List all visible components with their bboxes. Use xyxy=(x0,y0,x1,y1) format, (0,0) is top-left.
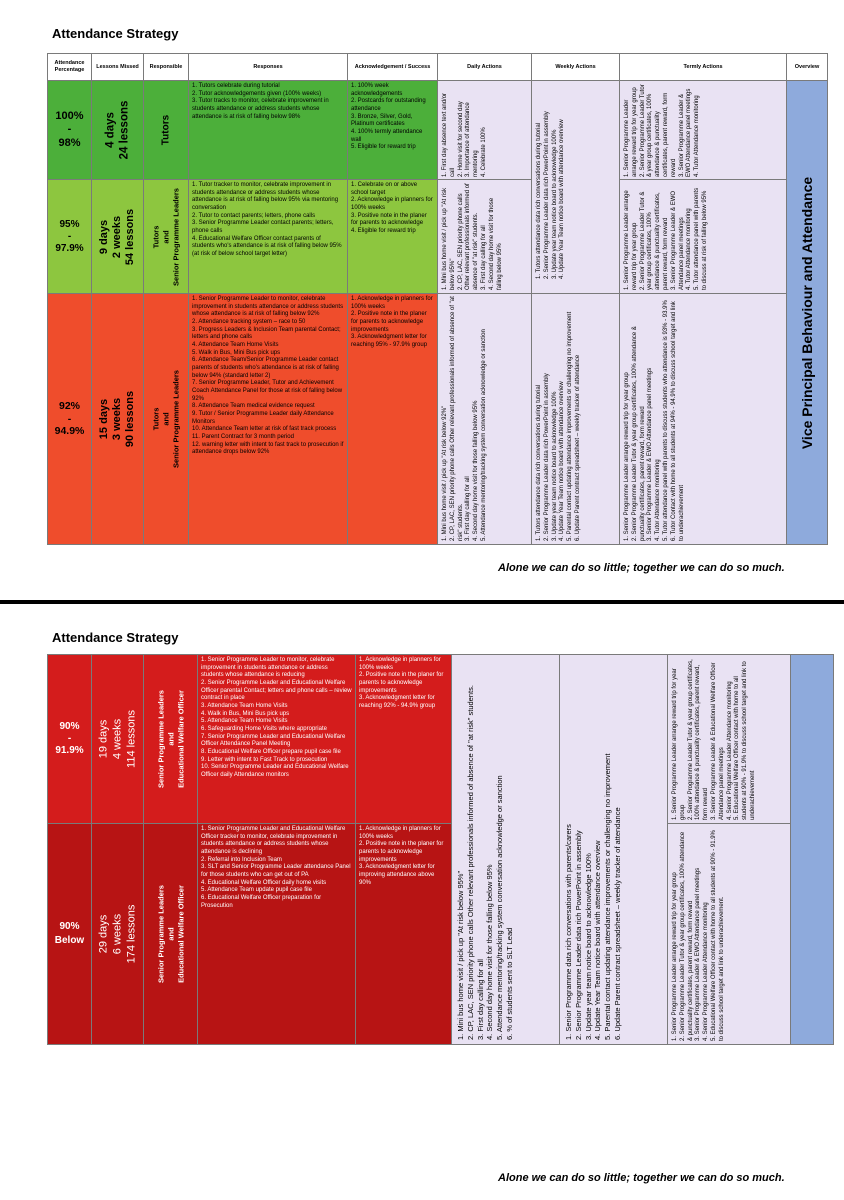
header-weekly: Weekly Actions xyxy=(532,54,620,81)
header-overview: Overview xyxy=(787,54,828,81)
header-responses: Responses xyxy=(189,54,348,81)
overview-cell xyxy=(787,81,828,545)
lessons-missed-text: 29 days 6 weeks 174 lessons xyxy=(96,904,137,964)
page-2 xyxy=(0,604,844,1200)
termly-actions-cell xyxy=(668,824,791,1045)
header-attendance: Attendance Percentage xyxy=(48,54,92,81)
ack-cell: 1. Acknowledge in planners for 100% weeks 2. Positive note in the planer for parents to acknowledge improvements 3. Acknowledgment letter for improving attendance above 90% xyxy=(356,824,452,1045)
responsible-text: Tutors and Senior Programme Leaders xyxy=(151,187,180,286)
header-termly: Termly Actions xyxy=(620,54,787,81)
termly-actions-cell xyxy=(620,81,787,180)
lessons-missed xyxy=(92,824,144,1045)
attendance-band: 92% - 94.9% xyxy=(48,294,92,545)
attendance-band: 95% - 97.9% xyxy=(48,180,92,294)
termly-actions-cell xyxy=(668,655,791,824)
responses-cell: 1. Senior Programme Leader to monitor, celebrate improvement in students attendance or address students whose attendance is reducing 2. Senior Programme Leader and Educational Welfare Officer parental Contact; letters and phone calls – review contract in place 3. Attendance Team Home Visits 4. Walk in Bus, Mini Bus pick ups 5. Attendance Team Home Visits 6. Safeguarding Home Visits where appropriate 7. Senior Programme Leader and Educational Welfare Officer Attendance Panel Meeting 8. Educational Welfare Officer prepare pupil case file 9. Letter with intent to Fast Track to prosecution 10. Senior Programme Leader and Educational Welfare Officer daily Attendance monitors xyxy=(198,655,356,824)
weekly-actions-cell xyxy=(532,81,620,294)
table-row xyxy=(48,655,834,824)
lessons-missed-text: 4 days 24 lessons xyxy=(104,100,131,160)
weekly-actions-cell xyxy=(532,294,620,545)
responsible-text: Tutors and Senior Programme Leaders xyxy=(151,370,180,468)
attendance-band: 100% - 98% xyxy=(48,81,92,180)
lessons-missed xyxy=(92,294,144,545)
table-row xyxy=(48,824,834,1045)
overview-text: Vice Principal Behaviour and Attendance xyxy=(799,176,815,449)
page-title: Attendance Strategy xyxy=(52,630,179,645)
daily-actions-text: 1. Mini bus home visit / pick up "At risk below 95%" 2. CP, LAC, SEN priority phone calls Other relevant professionals informed of absence of "at risk" students. 3. First day calling for all 4. Second day home visit for those falling below 95% xyxy=(442,183,503,290)
header-daily: Daily Actions xyxy=(438,54,532,81)
motto: Alone we can do so little; together we can do so much. xyxy=(498,1172,785,1184)
termly-actions-text: 1. Senior Programme Leader arrange reward trip for year group 2. Senior Programme Leader Tutor & year group certificates, 100% attendance & punctuality certificates, parent reward, form reward 3. Senior Programme Leader & Educational Welfare Officer Attendance panel meetings 4. Senior Programme Leader Attendance monitoring 5. Educational Welfare Officer contact with home to all students at 90% - 91.9% to discuss school target and link to underachievement xyxy=(672,659,756,820)
termly-actions-text: 1. Senior Programme Leader arrange reward trip for year group 2. Senior Programme Leader Tutor & year group certificates, 100% attendance & punctuality certificates, parent reward, form reward 3. Senior Programme Leader & EWO Attendance panel meetings 4. Senior Programme Leader Attendance monitoring 5. Educational Welfare Officer contact with home to all students at 90% - 91.9% to discuss school target and link to underachievement. xyxy=(672,830,725,1041)
responses-cell: 1. Tutor tracker to monitor, celebrate improvement in students attendance or address students whose attendance is at risk of falling below 95% via mentoring conversation 2. Tutor to contact parents; letters, phone calls 3. Senior Programme Leader contact parents; letters, phone calls 4. Educational Welfare Officer contact parents of students who's attendance is at risk of falling below 95% (at risk of below school target letter) xyxy=(189,180,348,294)
attendance-band: 90% Below xyxy=(48,824,92,1045)
lessons-missed-text: 9 days 2 weeks 54 lessons xyxy=(97,208,137,265)
ack-cell: 1. Celebrate on or above school target 2. Acknowledge in planners for 100% weeks 3. Positive note in the planer for parents to acknowledge 4. Eligible for reward trip xyxy=(348,180,438,294)
attendance-band: 90% - 91.9% xyxy=(48,655,92,824)
daily-actions-cell xyxy=(438,294,532,545)
responsible xyxy=(144,294,189,545)
responsible-text: Tutors xyxy=(160,114,172,146)
ack-cell: 1. Acknowledge in planners for 100% weeks 2. Positive note in the planer for parents to acknowledge improvements 3. Acknowledgment letter for reaching 92% - 94.9% group xyxy=(356,655,452,824)
responsible xyxy=(144,180,189,294)
responsible-text: Senior Programme Leaders and Educational Welfare Officer xyxy=(155,690,185,788)
daily-actions-text: 1. Mini bus home visit / pick up "At risk below 92%" 2. CP, LAC, SEN priority phone calls Other relevant professionals informed of absence of "at risk" students. 3. First day calling for all 4. Second day home visit for those falling below 95% 5. Attendance mentoring/tracking system conversation acknowledge or sanction xyxy=(442,296,487,541)
daily-actions-text: 1. First day absence text and/or call 2. Home visit for second day 3. Importance of attendance mentoring 4. Celebrate 100% xyxy=(442,92,487,177)
lessons-missed-text: 19 days 4 weeks 114 lessons xyxy=(96,710,137,768)
termly-actions-cell xyxy=(620,294,787,545)
strategy-table-1 xyxy=(47,53,828,545)
responses-cell: 1. Senior Programme Leader to monitor, celebrate improvement in students attendance or address students whose attendance is at risk of falling below 92% 2. Attendance tracking system – race to 50 3. Progress Leaders & Inclusion Team parental Contact; letters and phone calls 4. Attendance Team Home Visits 5. Walk in Bus, Mini Bus pick ups 6. Attendance Team/Senior Programme Leader contact parents of students who's attendance is at risk of falling below 94% (standard letter 2) 7. Senior Programme Leader, Tutor and Achievement Coach Attendance Panel for those at risk of falling below 92% 8. Attendance Team medical evidence request 9. Tutor / Senior Programme Leader daily Attendance Monitors 10. Attendance Team letter at risk of fast track process 11. Parent Contract for 3 month period 12. warning letter with intent to fast track to prosecution if attendance drops below 92% xyxy=(189,294,348,545)
responsible-text: Senior Programme Leaders and Educational Welfare Officer xyxy=(155,885,185,983)
responsible xyxy=(144,655,198,824)
weekly-actions-text: 1. Senior Programme data rich conversations with parents/carers 2. Senior Programme Leader data rich PowerPoint in assembly 3. Update year team notice board to acknowledge 100% 4. Update Year Team notice board with attendance overview 5. Parental contact updating attendance improvements or challenging no improvement 6. Update Parent contract spreadsheet – weekly tracker of attendance xyxy=(564,753,622,1040)
strategy-table-2 xyxy=(47,654,834,1045)
daily-actions-cell xyxy=(438,81,532,180)
daily-actions-cell xyxy=(438,180,532,294)
termly-actions-text: 1. Senior Programme Leader arrange reward trip for year group 2. Senior Programme Leader Tutor & year group certificates, 100% attendance & punctuality certificates, parent reward, form reward 3. Senior Programme Leader & EWO Attendance panel meetings 4. Tutor Attendance monitoring 5. Tutor attendance panel with parents to discuss students who attendance is 93% - 93.9% 6. Tutor Contact with home to all students at 94% - 94.9% to discuss school target and link to underachievement xyxy=(624,300,685,541)
lessons-missed-text: 15 days 3 weeks 90 lessons xyxy=(97,390,137,448)
weekly-actions-text: 1. Tutors attendance data rich conversations during tutorial 2. Senior Programme Leader data rich PowerPoint in assembly 3. Update year team notice board to acknowledge 100% 4. Update Year Team notice board with attendance overview xyxy=(536,111,566,279)
daily-actions-cell xyxy=(452,655,560,1045)
lessons-missed xyxy=(92,81,144,180)
header-ack: Acknowledgement / Success xyxy=(348,54,438,81)
responsible xyxy=(144,824,198,1045)
header-lessons: Lessons Missed xyxy=(92,54,144,81)
header-row xyxy=(48,54,828,81)
termly-actions-cell xyxy=(620,180,787,294)
termly-actions-text: 1. Senior Programme Leader arrange reward trip for year group 2. Senior Programme Leader Tutor & year group certificates, 100% attendance & punctuality certificates, parent reward, form reward 3. Senior Programme Leader & EWO Attendance panel meetings 4. Tutor Attendance monitoring xyxy=(624,84,701,177)
ack-cell: 1. 100% week acknowledgements 2. Postcards for outstanding attendance 3. Bronze, Silver, Gold, Platinum certificates 4. 100% termly attendance wall 5. Eligible for reward trip xyxy=(348,81,438,180)
weekly-actions-cell xyxy=(560,655,668,1045)
daily-actions-text: 1. Mini bus home visit / pick up "At risk below 95%" 2. CP, LAC, SEN priority phone calls Other relevant professionals informed of absence of "at risk" students. 3. First day calling for all 4. Second day home visit for those falling below 95% 5. Attendance mentoring/tracking system conversation acknowledge or sanction 6. % of students sent to SLT Lead xyxy=(456,685,514,1040)
table-row xyxy=(48,81,828,180)
termly-actions-text: 1. Senior Programme Leader arrange reward trip for year group 2. Senior Programme Leader Tutor & year group certificates, 100% attendance & punctuality certificates, parent reward, form reward 3. Senior Programme Leader & EWO Attendance panel meetings 4. Tutor Attendance monitoring 5. Tutor attendance panel with parents to discuss at risk of falling below 95% xyxy=(624,187,708,290)
overview-cell xyxy=(791,655,834,1045)
table-row xyxy=(48,180,828,294)
lessons-missed xyxy=(92,655,144,824)
motto: Alone we can do so little; together we can do so much. xyxy=(498,562,785,574)
lessons-missed xyxy=(92,180,144,294)
ack-cell: 1. Acknowledge in planners for 100% weeks 2. Positive note in the planer for parents to acknowledge improvements 3. Acknowledgment letter for reaching 95% - 97.9% group xyxy=(348,294,438,545)
table-row xyxy=(48,294,828,545)
weekly-actions-text: 1. Tutors attendance data rich conversations during tutorial 2. Senior Programme Leader data rich PowerPoint in assembly 3. Update year team notice board to acknowledge 100% 4. Update Year Team notice board with attendance overview 5. Parental contact updating attendance improvements or challenging no improvement 6. Update Parent contract spreadsheet – weekly tracker of attendance xyxy=(536,311,581,541)
responsible xyxy=(144,81,189,180)
responses-cell: 1. Senior Programme Leader and Educational Welfare Officer tracker to monitor, celebrate improvement in students attendance or address students whose attendance is declining 2. Referral into Inclusion Team 3. SLT and Senior Programme Leader attendance Panel for those students who can get out of PA 4. Educational Welfare Officer daily home visits 5. Attendance Team update pupil case file 6. Educational Welfare Officer preparation for Prosecution xyxy=(198,824,356,1045)
responses-cell: 1. Tutors celebrate during tutorial 2. Tutor acknowledgements given (100% weeks) 3. Tutor tracks to monitor, celebrate improvement in students attendance or address students whose attendance is at risk of falling below 98% xyxy=(189,81,348,180)
header-responsible: Responsible xyxy=(144,54,189,81)
page-title: Attendance Strategy xyxy=(52,26,179,41)
